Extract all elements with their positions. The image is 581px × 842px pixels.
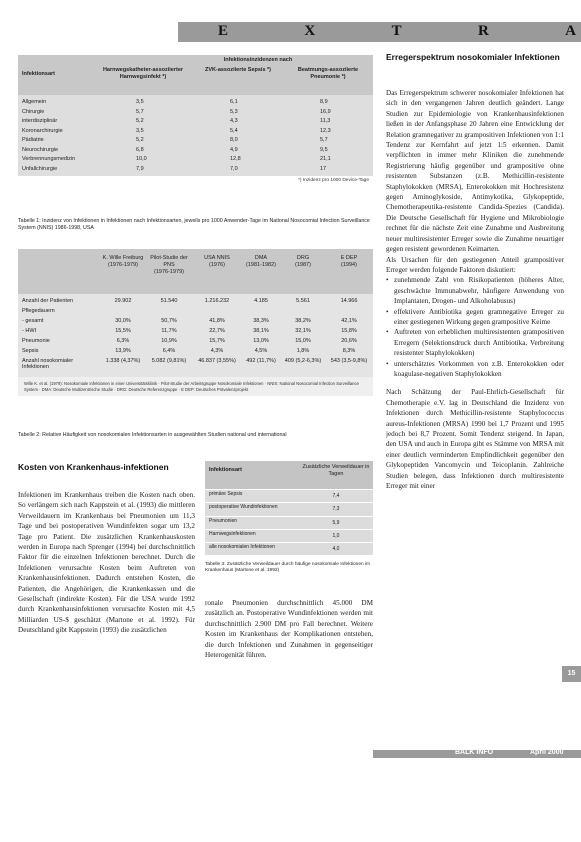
header-letter: A: [565, 23, 578, 39]
col-header-years: (1976-1979): [154, 269, 184, 275]
cell-value: 5,4: [230, 127, 238, 134]
cell-value: 4,3: [230, 118, 238, 124]
cell-value: 492 (11,7%): [246, 358, 276, 364]
table-notes: Wille K. et al. (1979): Nosokomiale Infektionen in einer Universitätsklinik · Pilot-Studie der Arbeitsgruppe Nosokomiale Infektionen · NNIS: National Nosocomial Infection Surveillance System · DMA: Deutsche Multizentrische Studie · DRG: Deutsche Referenzgruppe · E DEP: Deutsches Prävalenzprojekt: [18, 377, 373, 396]
table-body: [18, 294, 373, 377]
cell-value: 15,5%: [115, 328, 131, 334]
table-row: [18, 136, 373, 146]
col-header-years: (1981-1982): [246, 262, 276, 268]
cell-value: 14.966: [340, 298, 358, 304]
bullet-item: • zunehmende Zahl von Risikopatienten (höheres Alter, geschwächte Immunabwehr, häufigere Anwendung von Implantaten, Drogen- und Alkoholabusus): [386, 275, 564, 306]
cell-value: 11,3: [320, 118, 331, 124]
cell-value: 38,2%: [295, 318, 311, 324]
row-label: Anzahl der Patienten: [22, 298, 74, 304]
table-row: [205, 529, 373, 542]
cell-value: 8,9: [320, 99, 328, 105]
cell-value: 6,1: [230, 99, 238, 105]
cell-value: 8,3%: [342, 348, 356, 354]
cell-value: 7,0: [230, 165, 238, 172]
page-number: 15: [562, 666, 581, 682]
col-header-name: USA NNIS: [204, 255, 230, 261]
row-label: - HWI: [22, 328, 37, 334]
cell-value: 29.902: [114, 298, 132, 304]
cell-value: 21,1: [320, 156, 331, 162]
bullet-item: • effektivere Antibiotika gegen gramnegative Erreger zu einer gestiegenen Wirkung gegen grampositive Keime: [386, 307, 564, 328]
col-header-name: DMA: [254, 255, 268, 261]
cell-value: 38,1%: [253, 328, 269, 334]
table2-caption: Tabelle 2: Relative Häufigkeit von nosokomialen Infektionsarten in ausgewählten Studien national und international: [18, 432, 287, 438]
col-header-verweildauer: Zusätzliche Verweildauer in Tagen: [302, 464, 370, 477]
cell-value: 4,5%: [254, 348, 268, 354]
cell-value: 46.837 (3,55%): [198, 358, 236, 364]
footer-date: April 2000: [530, 749, 564, 756]
table-extra-stay: [205, 461, 373, 555]
cell-value: 1.216.232: [204, 298, 230, 304]
col-header-name: DRG: [296, 255, 310, 261]
row-label: Sepsis: [22, 348, 39, 354]
group-header: Infektionsinzidenzen nach: [223, 57, 293, 63]
cell-value: 15,8%: [341, 328, 357, 334]
cell-value: 8,0: [230, 137, 238, 143]
section-title-extra: [218, 23, 578, 41]
col-header: [194, 255, 240, 269]
row-label: Verbrennungsmedizin: [22, 156, 76, 162]
cell-value: 6,4%: [162, 348, 176, 354]
cell-value: 5,2: [136, 137, 144, 143]
table-relative-frequency: [18, 249, 373, 396]
paragraph: Das Erregerspektrum schwerer nosokomialer Infektionen hat sich in den vergangenen Jahren deutlich geändert. Lange Studien zur Epidemiologie von Krankenhausinfektionen ließen in der Anfangsphase 20 Jahren eine Entwicklung der Relation gramnegativer zu grampositiven Infektionen von 1:1 Tendenz zur Kernfahrt auf jetzt 1:5 erkennen. Damit verpflichten in immer mehr Kliniken die zunehmende Registrierung häufig gegenüber und grampositive ohne resistenten Substanzen (z.B. Methicillin-resistente Staphylokokken (MRSA), Enterokokken mit Hochresistenz gegen Aminoglykoside, Antimykotika, Glykopeptide, Chemotherapeutika-resistente Candida-Spezies (Candida). Die Deutsche Gesellschaft für Hygiene und Mikrobiologie rechnet für die nächste Zeit eine Zunahme und Ausbreitung neuer multiresistenter Erreger sowie die Zunahme neuartiger gegen resistent gewordenen Keimarten.: [386, 89, 564, 254]
row-label: Neurochirurgie: [22, 146, 59, 153]
cell-value: 4.185: [254, 298, 268, 304]
col-header-infektionsart: Infektionsart: [22, 71, 56, 77]
article-column-left: [18, 490, 195, 740]
cell-value: 9,5: [320, 146, 328, 153]
cell-value: 6,8: [136, 146, 144, 153]
col-header-years: (1987): [295, 262, 311, 268]
table-row: [18, 146, 373, 156]
col-header: [100, 255, 146, 269]
cell-value: 22,7%: [209, 328, 225, 334]
table-row: [18, 317, 373, 327]
header-letter: E: [218, 23, 231, 39]
footer-brand: BALK INFO: [455, 749, 494, 756]
paragraph: Als Ursachen für den gestiegenen Anteil grampositiver Erreger werden folgende Faktoren diskutiert:: [386, 255, 564, 274]
paragraph: Infektionen im Krankenhaus treiben die Kosten nach oben. So verlängern sich nach Kappstein et al. (1993) die mittleren Verweildauern im Krankenhaus bei Pneumonien um 11,3 Tage und bei postoperativen Wundinfekten sogar um 13,2 Tage pro Patient. Die zusätzlichen Krankenhauskosten werden in Europa nach Sprenger (1994) bei durchschnittlich Faktor für die einzelnen Infektionen berechnet. Durch die Infektionen verursachte Kosten beim Auftreten von Krankenhausinfektionen. Dadurch entstehen Kosten, die Patienten, die Angehörigen, die Krankenkassen und die Gesellschaft (indirekte Kosten). Für die USA wurde 1992 durch Krankenhausinfektionen verursachte Kosten mit 4,5 Milliarden US-$ geschätzt (Martone et al. 1992). Für Deutschland gibt Kappstein (1993) die zusätzlichen: [18, 491, 195, 635]
col-header-name: Pilot-Studie der PNS: [150, 255, 188, 268]
table-row: [18, 98, 373, 108]
table-row: [18, 155, 373, 165]
row-label: - gesamt: [22, 318, 44, 324]
table-header: [18, 55, 373, 95]
cell-value: 10,0: [136, 156, 147, 162]
cell-value: 6,3%: [116, 338, 130, 344]
cell-value: 7,9: [136, 165, 144, 172]
cell-value: 41,8%: [209, 318, 225, 324]
header-letter: R: [477, 23, 491, 39]
table-row: [18, 357, 373, 377]
row-label: Pneumonien: [209, 517, 238, 524]
cell-value: 38,3%: [253, 318, 269, 324]
row-label: Pneumonie: [22, 338, 50, 344]
row-label: Allgemein: [22, 99, 47, 105]
table-row: [205, 489, 373, 502]
table-row: [18, 108, 373, 118]
row-label: alle nosokomialen Infektionen: [209, 544, 275, 551]
article-column-middle: ronale Pneumonien durchschnittlich 45.000 DM zusätzlich an. Postoperative Wundinfektionen werden mit durchschnittlich 2.900 DM pro Fall berechnet. Weitere Kosten im Krankenhaus der Komplikationen entstehen, die durch Infektionen und Zunahmen in gegenseitiger Heterogenität führen.: [205, 599, 373, 660]
cell-value: 5,9: [332, 519, 340, 526]
paragraph: Nach Schätzung der Paul-Ehrlich-Gesellschaft für Chemotherapie e.V. lag in Deutschland die Inzidenz von Infektionen durch Methicillin-resistente Staphylococcus aureus-Infektionen (MRSA) 1990 bei 1,7 Prozent und 1995 jedoch bei 8,7 Prozent. Somit Tendenz steigend. In Japan, den USA und auch in Europa gibt es Stämme von MRSA mit einer deutlich verminderten Empfindlichkeit gegenüber den Glykopeptiden Vancomycin und Teicoplanin. Zahlreiche Studien belegen, dass Infektionen durch multiresistente Erreger mit einer: [386, 388, 564, 491]
cell-value: 5,7: [136, 108, 144, 115]
header-letter: T: [391, 23, 404, 39]
table-row: [18, 327, 373, 337]
table-row: [205, 542, 373, 555]
cell-value: 51.540: [160, 298, 178, 304]
cell-value: 17: [320, 165, 327, 172]
table-row: [18, 347, 373, 357]
col-header: [146, 255, 192, 276]
cell-value: 3,5: [136, 127, 144, 134]
cell-value: 5.561: [296, 298, 310, 304]
cell-value: 409 (5,2-6,3%): [284, 358, 322, 364]
table3-caption: Tabelle 3: Zusätzliche Verweildauer durch häufige nosokomiale Infektionen im Krankenhaus (Martone et al. 1992): [205, 562, 371, 574]
table-row: [18, 165, 373, 175]
cell-value: 32,1%: [295, 328, 311, 334]
cell-value: 5,2: [136, 118, 144, 124]
cell-value: 50,7%: [161, 318, 177, 324]
col-header-years: (1976): [209, 262, 225, 268]
cell-value: 1,0: [332, 532, 340, 539]
cell-value: 30,0%: [115, 318, 131, 324]
row-label: Harnwegsinfektionen: [209, 530, 256, 537]
col-header-years: (1994): [341, 262, 357, 268]
col-header-sepsis: ZVK-assoziierte Sepsis *): [204, 67, 272, 73]
col-header: [326, 255, 372, 269]
table-body: [205, 489, 373, 555]
cell-value: 4,0: [332, 546, 340, 553]
table-row: [18, 307, 373, 317]
cell-value: 16,9: [320, 108, 331, 115]
table-row: [18, 127, 373, 137]
table1-caption: Tabelle 1: Inzidenz von Infektionen in Infektionen nach Infektionsarten, jeweils pro 1000 Anwender-Tage im National Nosocomial Infection Surveillance System (NNIS) 1986-1998, USA: [18, 218, 370, 231]
table-footnote: *) Inzidenz pro 1000 Device-Tage: [298, 178, 369, 183]
cell-value: 4,9: [230, 146, 238, 153]
cell-value: 13,0%: [253, 338, 269, 344]
row-label: Chirurgie: [22, 108, 45, 115]
table-body: [18, 95, 373, 176]
row-label: Koronarchirurgie: [22, 127, 63, 134]
cell-value: 15,7%: [209, 338, 225, 344]
cell-value: 20,6%: [341, 338, 357, 344]
cell-value: 12,8: [230, 156, 241, 162]
bullet-item: • unterschätztes Vorkommen von z.B. Enterokokken oder koagulase-negativen Staphylokokken: [386, 359, 564, 380]
cell-value: 5,7: [320, 137, 328, 143]
cell-value: 13,9%: [115, 348, 131, 354]
header-letter: X: [304, 23, 318, 39]
cell-value: 7,3: [332, 506, 340, 513]
table-row: [18, 117, 373, 127]
col-header: [280, 255, 326, 269]
row-label: Pädiatrie: [22, 137, 44, 143]
cell-value: 543 (3,5-9,8%): [330, 358, 368, 364]
bullet-item: • Auftreten von erheblichen multiresistenten grampositiven Erregern (Selektionsdruck durch Antibiotika, Verbreitung resistenter Staphylokokken): [386, 327, 564, 358]
table-row: [18, 297, 373, 307]
row-label: interdisziplinär: [22, 118, 58, 124]
table-infection-incidence: [18, 55, 373, 183]
col-header-years: (1976-1979): [108, 262, 138, 268]
col-header: [238, 255, 284, 269]
table-row: [18, 337, 373, 347]
row-label: Pflegedauern: [22, 308, 55, 314]
cell-value: 11,7%: [161, 328, 177, 334]
cell-value: 10,9%: [161, 338, 177, 344]
col-header-pneumonie: Beatmungs-assoziierte Pneumonie *): [297, 67, 359, 80]
cell-value: 5.082 (9,81%): [151, 358, 187, 364]
article-heading-pathogens: Erregerspektrum nosokomialer Infektionen: [386, 52, 560, 62]
row-label: Unfallchirurgie: [22, 165, 58, 172]
table-header: [205, 461, 373, 489]
cell-value: 4,3%: [210, 348, 224, 354]
cell-value: 12,3: [320, 127, 331, 134]
col-header-name: K. Wille Freiburg: [102, 255, 144, 261]
cell-value: 1.338 (4,37%): [105, 358, 141, 364]
col-header-infektionsart: Infektionsart: [209, 467, 243, 473]
col-header-harnweg: Harnwegskatheter-assoziierter Harnwegsinfekt *): [102, 67, 184, 80]
article-heading-costs: Kosten von Krankenhaus-infektionen: [18, 462, 169, 472]
table-row: [205, 516, 373, 529]
cell-value: 42,1%: [341, 318, 357, 324]
article-column-right: [386, 88, 564, 743]
cell-value: 15,0%: [295, 338, 311, 344]
cell-value: 1,8%: [296, 348, 310, 354]
row-label: Anzahl nosokomialer Infektionen: [22, 358, 74, 370]
cell-value: 5,3: [230, 108, 238, 115]
row-label: postoperative Wundinfektionen: [209, 504, 278, 511]
table-header: [18, 249, 373, 294]
table-row: [205, 502, 373, 515]
cell-value: 3,5: [136, 99, 144, 105]
col-header-name: E DEP: [340, 255, 358, 261]
row-label: primäre Sepsis: [209, 491, 243, 497]
cell-value: 7,4: [332, 493, 340, 499]
